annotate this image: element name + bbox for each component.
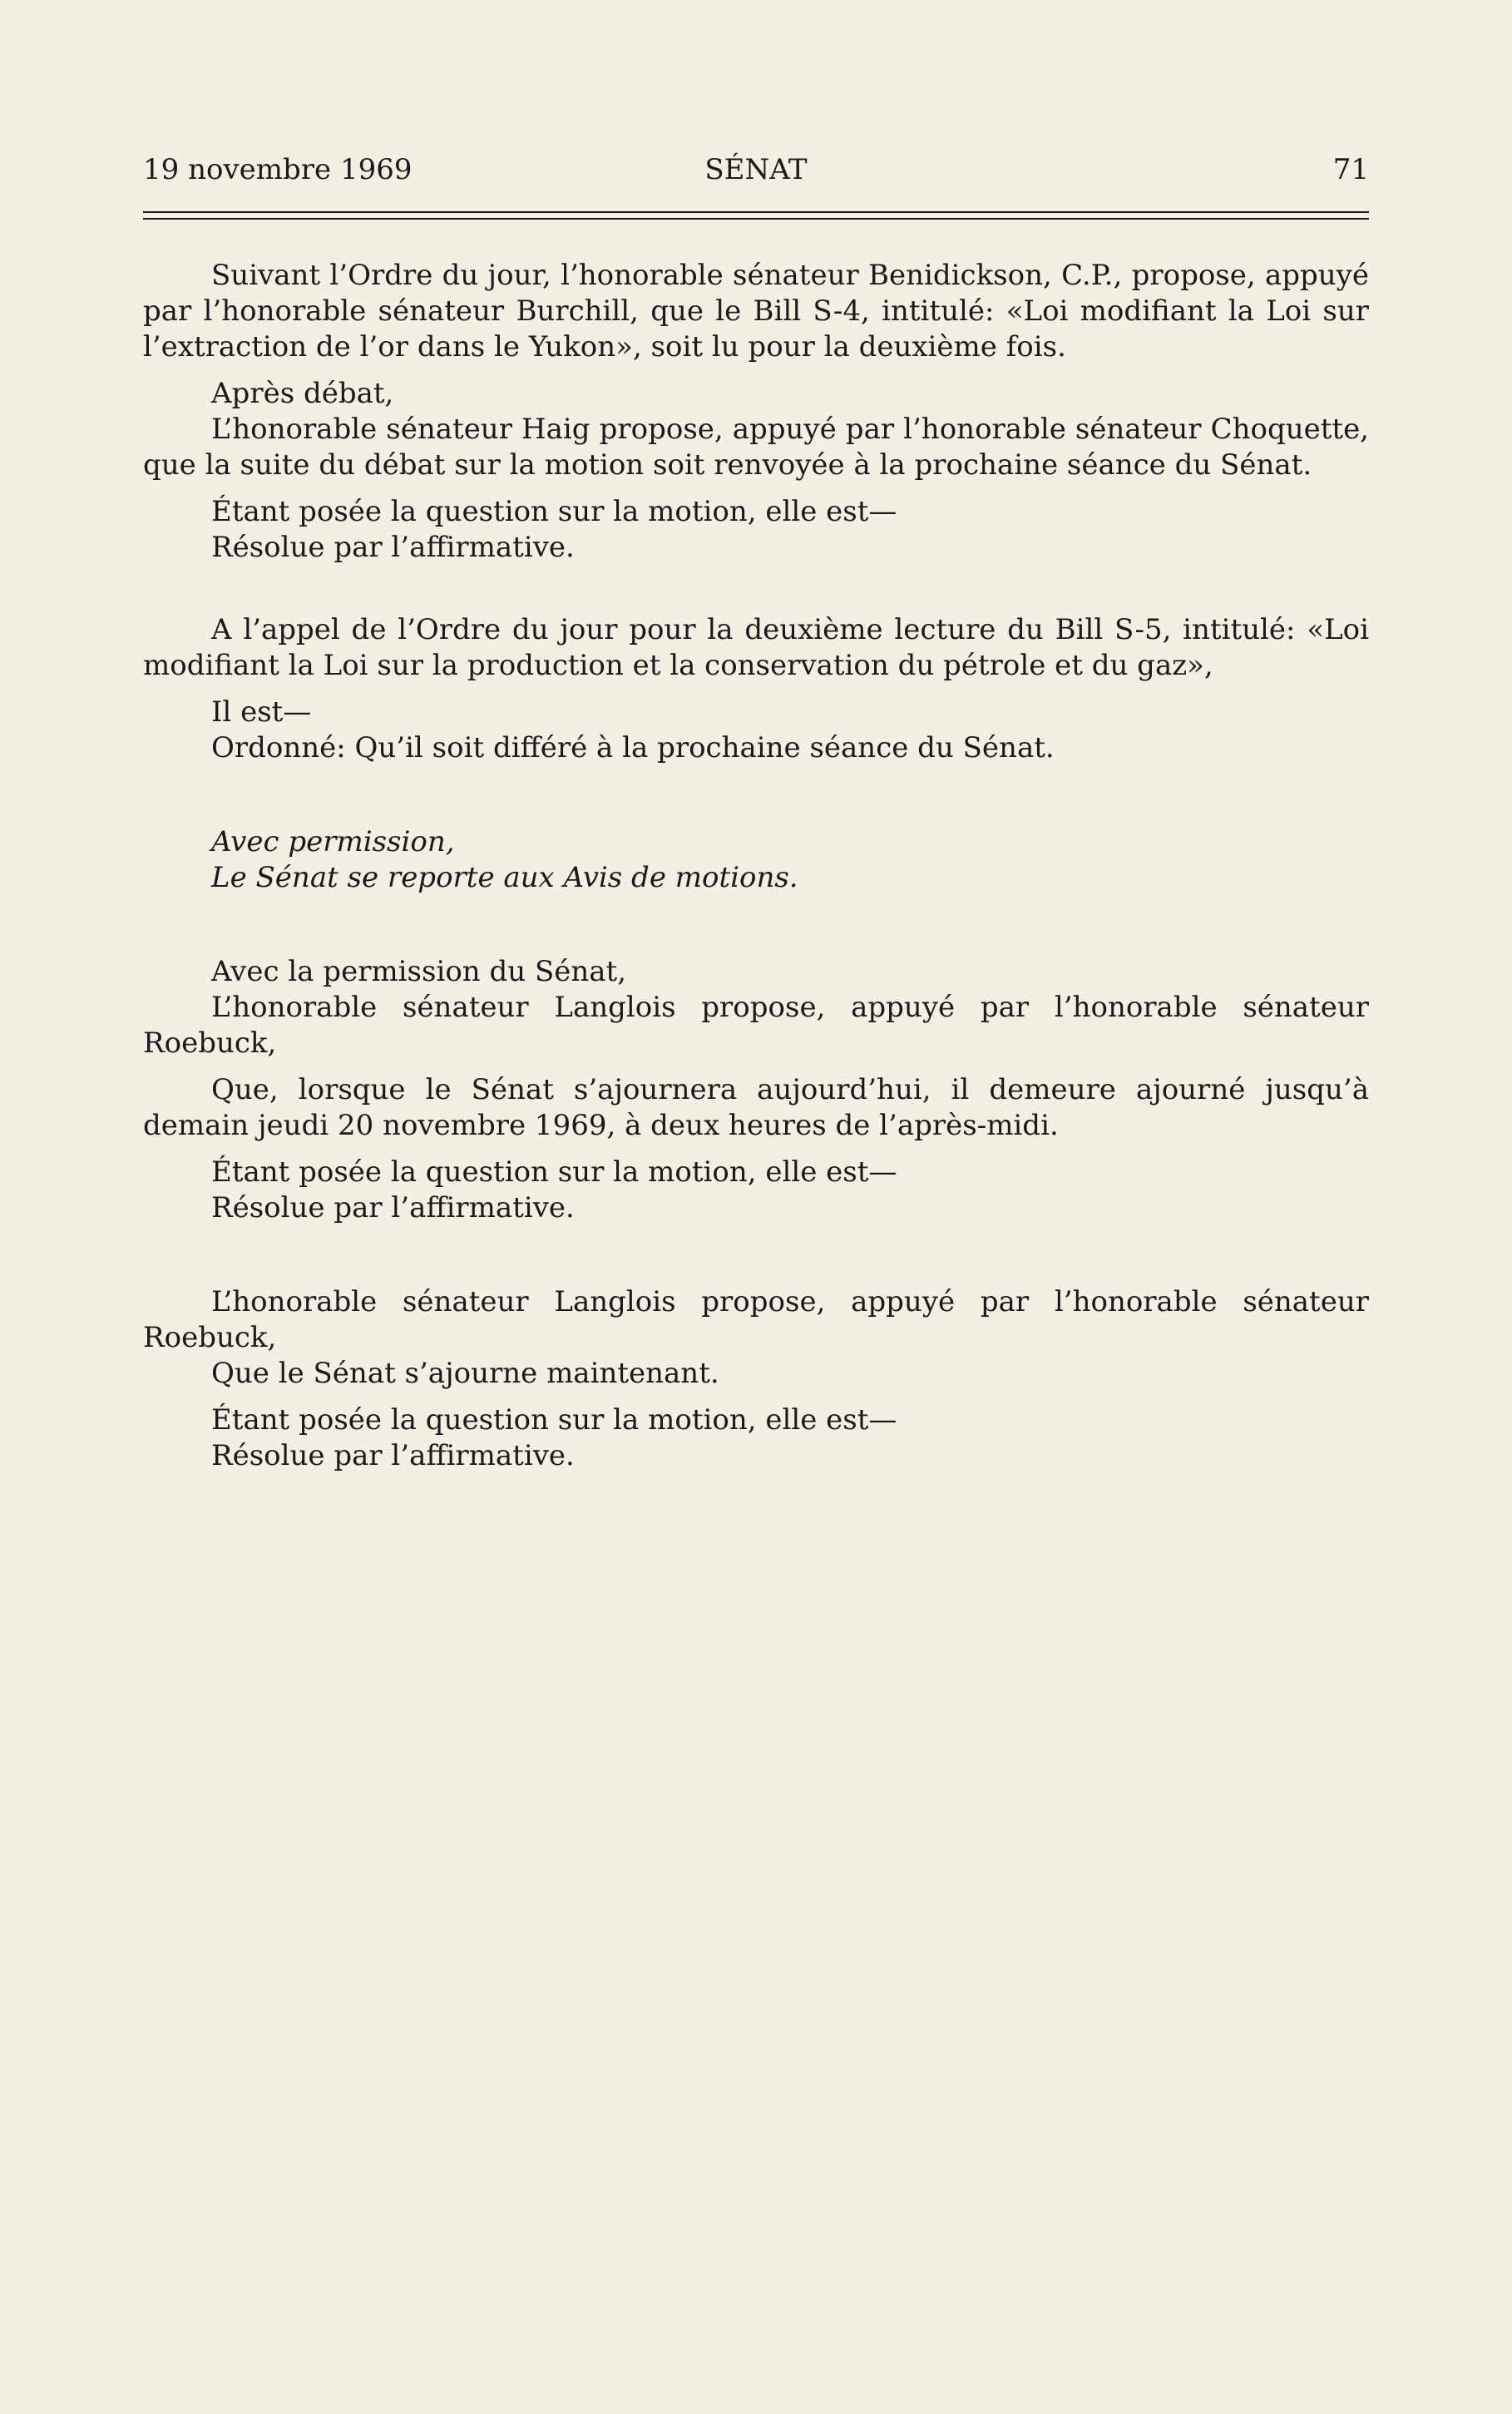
paragraph: Suivant l’Ordre du jour, l’honorable sénateur Benidickson, C.P., propose, appuyé par l’honorable sénateur Burchill, que le Bill S-4, intitulé: «Loi modifiant la Loi sur l’extraction de l’or dans le Yukon», soit lu pour la deuxième fois. [143, 259, 1369, 364]
paragraph: Avec permission, [211, 825, 455, 858]
paragraph: Étant posée la question sur la motion, elle est— [211, 1403, 897, 1437]
paragraph: L’honorable sénateur Langlois propose, appuyé par l’honorable sénateur Roebuck, [143, 1285, 1369, 1354]
section-bill-s4 [143, 258, 1369, 566]
paragraph: Résolue par l’affirmative. [211, 531, 575, 564]
paragraph: Résolue par l’affirmative. [211, 1439, 575, 1472]
paragraph: Résolue par l’affirmative. [211, 1191, 575, 1224]
header-title: SÉNAT [704, 153, 808, 186]
paragraph: Que le Sénat s’ajourne maintenant. [211, 1357, 719, 1390]
paragraph: Étant posée la question sur la motion, elle est— [211, 1155, 897, 1189]
paragraph: Ordonné: Qu’il soit différé à la prochaine séance du Sénat. [211, 731, 1055, 764]
paragraph: Il est— [211, 695, 312, 729]
paragraph: L’honorable sénateur Haig propose, appuyé par l’honorable sénateur Choquette, que la suite du débat sur la motion soit renvoyée à la prochaine séance du Sénat. [143, 413, 1369, 482]
paragraph: Étant posée la question sur la motion, elle est— [211, 495, 897, 528]
section-bill-s5 [143, 612, 1369, 766]
paragraph: Après débat, [211, 377, 394, 410]
document-body [143, 258, 1369, 1474]
section-avis-de-motions [143, 824, 1369, 896]
page-number: 71 [1332, 153, 1369, 186]
paragraph: Que, lorsque le Sénat s’ajournera aujourd’hui, il demeure ajourné jusqu’à demain jeudi 20 novembre 1969, à deux heures de l’après-midi. [143, 1073, 1369, 1142]
section-ajournement-immediat [143, 1284, 1369, 1474]
paragraph: Le Sénat se reporte aux Avis de motions. [211, 861, 798, 894]
page-header [143, 153, 1369, 190]
section-ajournement-motion [143, 954, 1369, 1226]
header-rule-top [143, 211, 1369, 213]
paragraph: A l’appel de l’Ordre du jour pour la deuxième lecture du Bill S-5, intitulé: «Loi modifiant la Loi sur la production et la conservation du pétrole et du gaz», [143, 613, 1369, 682]
paragraph: Avec la permission du Sénat, [211, 955, 627, 988]
paragraph: L’honorable sénateur Langlois propose, appuyé par l’honorable sénateur Roebuck, [143, 991, 1369, 1060]
header-rule-bottom [143, 218, 1369, 220]
header-date: 19 novembre 1969 [143, 153, 413, 186]
